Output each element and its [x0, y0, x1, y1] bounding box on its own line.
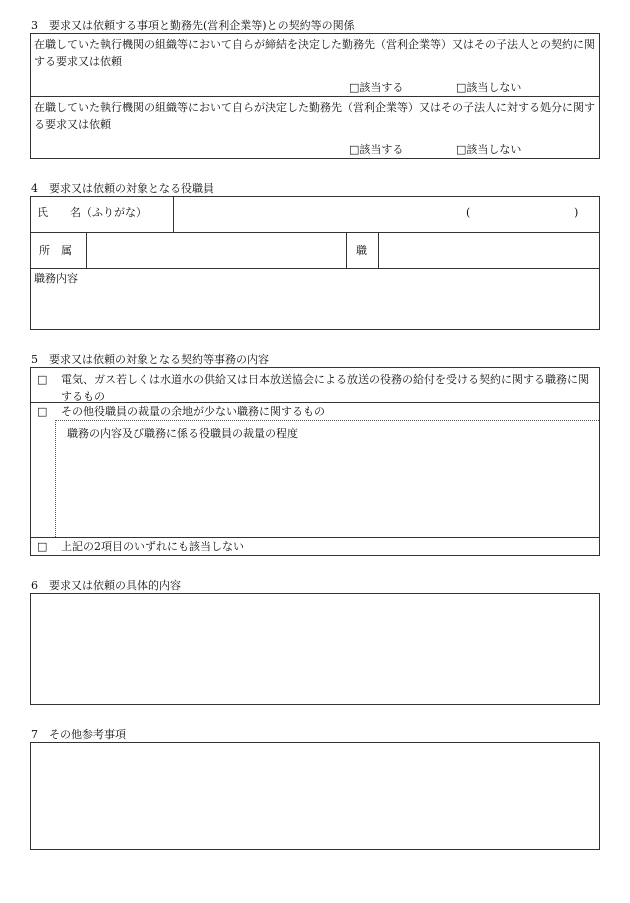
s6-content-input-field[interactable]	[30, 593, 600, 705]
position-input-field[interactable]	[379, 233, 599, 267]
s3-q1-applicable-checkbox[interactable]: □該当する	[349, 81, 404, 94]
affiliation-input-field[interactable]	[87, 233, 346, 267]
s5-option-2-checkbox[interactable]: □	[37, 405, 48, 418]
name-label: 氏 名（ふりがな）	[37, 206, 147, 219]
row-divider-2	[30, 268, 600, 269]
s5-detail-label: 職務の内容及び職務に係る役職員の裁量の程度	[67, 427, 298, 440]
section-6-heading: 6 要求又は依頼の具体的内容	[31, 579, 181, 592]
position-left-divider	[346, 232, 347, 268]
affiliation-label: 所 属	[39, 244, 72, 257]
furigana-open-paren: (	[466, 206, 471, 219]
s5-detail-input-field[interactable]	[57, 444, 598, 536]
s5-option-3-text: 上記の2項目のいずれにも該当しない	[61, 540, 244, 553]
furigana-close-paren: )	[574, 206, 579, 219]
s3-q2-not-applicable-checkbox[interactable]: □該当しない	[456, 143, 522, 156]
s3-divider	[30, 96, 600, 97]
s5-option-1-text: 電気、ガス若しくは水道水の供給又は日本放送協会による放送の役務の給付を受ける契約に関する職務に関するもの	[61, 373, 589, 403]
s3-question-1: 在職していた執行機関の組織等において自らが締結を決定した勤務先（営利企業等）又はその子法人との契約に関する要求又は依頼	[34, 38, 595, 68]
s3-q2-applicable-checkbox[interactable]: □該当する	[349, 143, 404, 156]
s3-q1-not-applicable-checkbox[interactable]: □該当しない	[456, 81, 522, 94]
s5-option-2-text: その他役職員の裁量の余地が少ない職務に関するもの	[61, 405, 325, 418]
duties-label: 職務内容	[34, 272, 78, 285]
section-7-heading: 7 その他参考事項	[31, 728, 126, 741]
name-input-field[interactable]	[174, 197, 599, 231]
s5-option-1-checkbox[interactable]: □	[37, 373, 48, 386]
section-3-heading: 3 要求又は依頼する事項と勤務先(営利企業等)との契約等の関係	[31, 19, 355, 32]
duties-input-field[interactable]	[31, 288, 599, 329]
s5-detail-top-border	[55, 420, 599, 421]
section-5-heading: 5 要求又は依頼の対象となる契約等事務の内容	[31, 353, 269, 366]
section-4-heading: 4 要求又は依頼の対象となる役職員	[31, 182, 214, 195]
s5-option-3-checkbox[interactable]: □	[37, 540, 48, 553]
s3-question-2: 在職していた執行機関の組織等において自らが決定した勤務先（営利企業等）又はその子法人に対する処分に関する要求又は依頼	[34, 101, 595, 131]
position-label: 職	[356, 244, 367, 257]
s7-notes-input-field[interactable]	[30, 742, 600, 850]
s5-detail-left-border	[55, 420, 56, 537]
